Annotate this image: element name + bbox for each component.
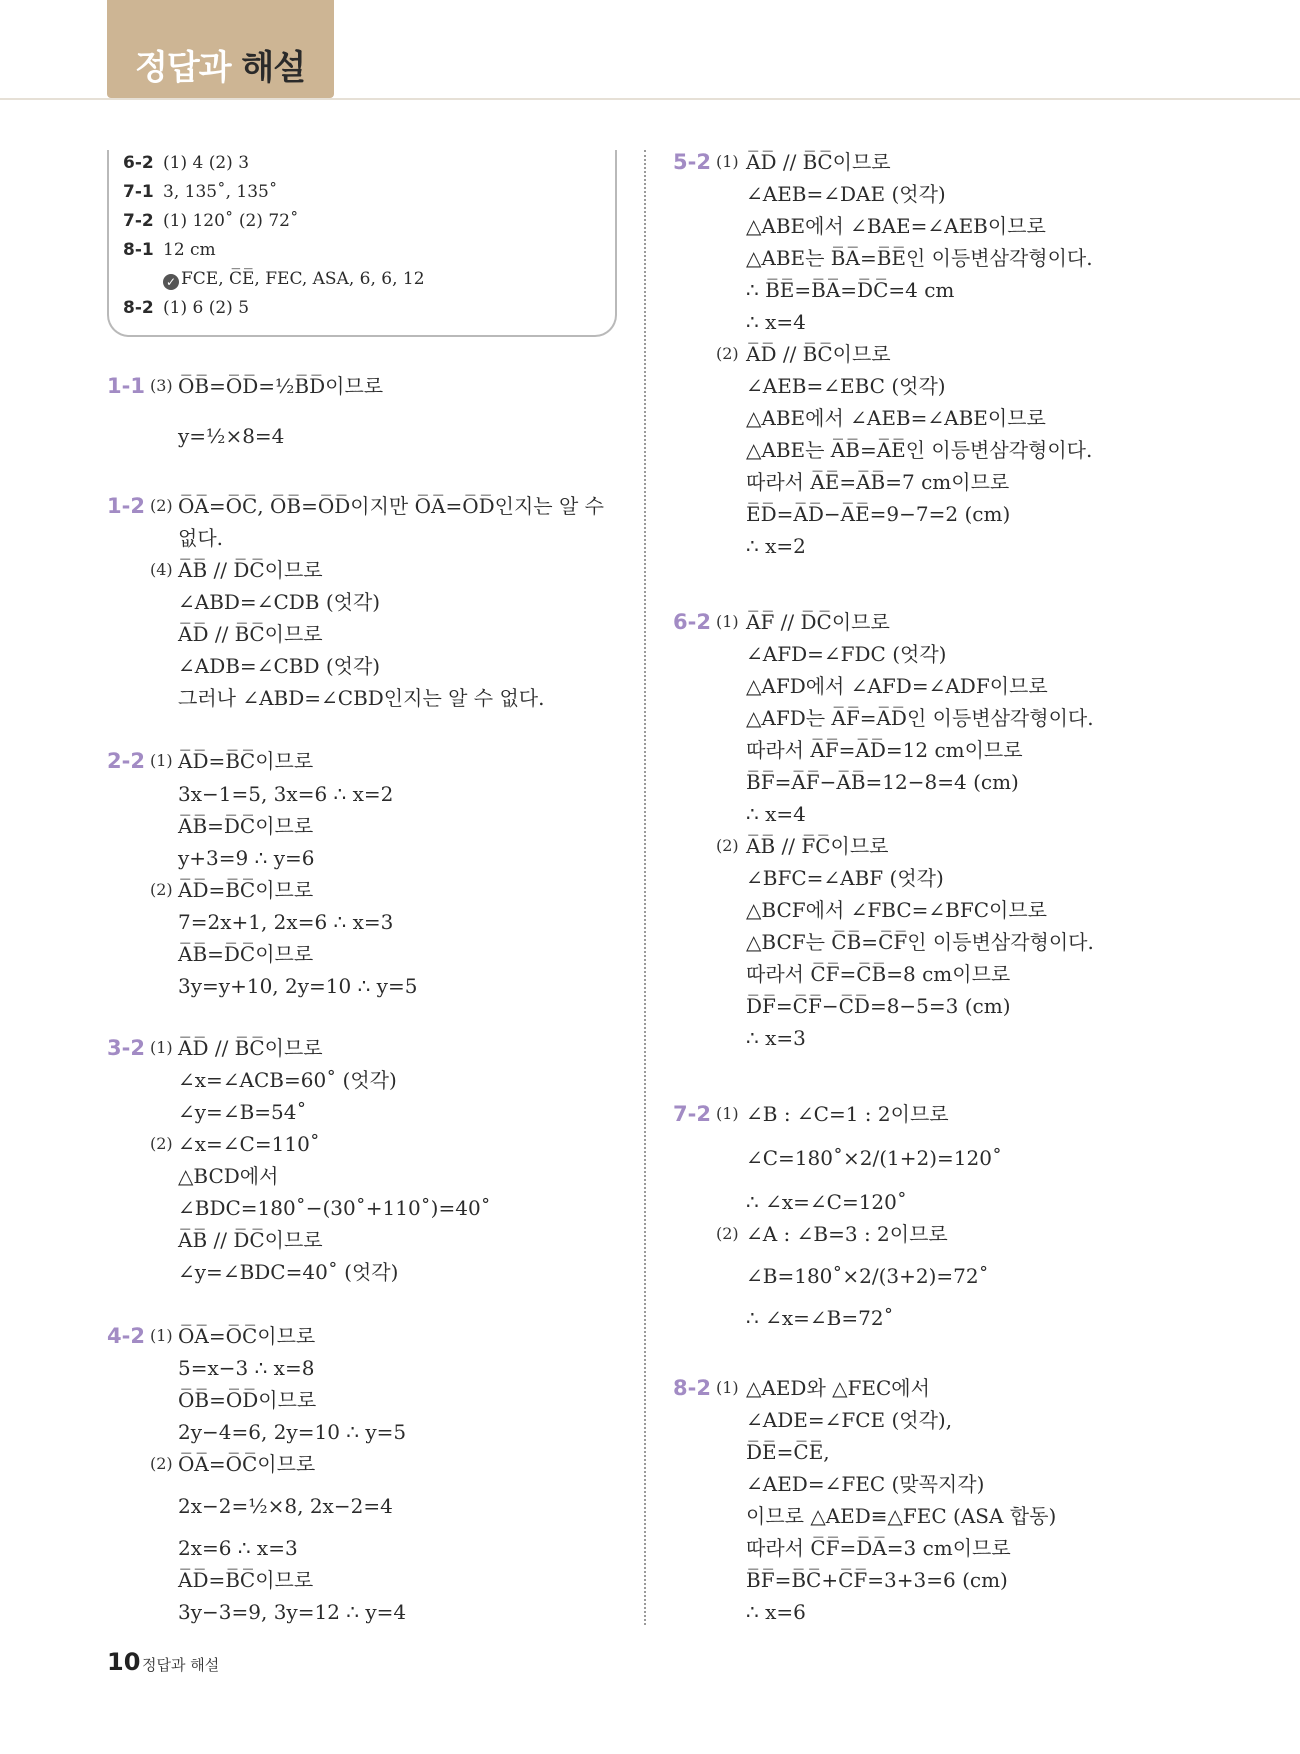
solution-line: ∠x=∠C=110˚ — [178, 1132, 320, 1156]
problem-id: 1-1 — [107, 374, 145, 398]
solution-line: ∴ x=4 — [746, 310, 806, 334]
solution-line: 3y−3=9, 3y=12 ∴ y=4 — [178, 1600, 407, 1624]
subpart-label: (1) — [716, 612, 739, 631]
solution-line: ∴ B̅E̅=B̅A̅=D̅C̅=4 cm — [746, 278, 955, 302]
page-number: 10 — [107, 1648, 141, 1676]
summary-line: 8-1 12 cm — [123, 240, 216, 260]
solution-line: ∴ x=6 — [746, 1600, 806, 1624]
summary-line: 7-1 3, 135˚, 135˚ — [123, 182, 278, 202]
subpart-label: (2) — [150, 1134, 173, 1153]
solution-line: 2x=6 ∴ x=3 — [178, 1536, 298, 1560]
column-divider — [644, 150, 646, 1625]
subpart-label: (2) — [150, 880, 173, 899]
solution-line: ∠AEB=∠DAE (엇각) — [746, 182, 946, 206]
solution-line: ∠x=∠ACB=60˚ (엇각) — [178, 1068, 397, 1092]
subpart-label: (1) — [716, 1378, 739, 1397]
solution-line: ∠ABD=∠CDB (엇각) — [178, 590, 381, 614]
problem-id: 5-2 — [673, 150, 711, 174]
solution-line: 따라서 C̅F̅=C̅B̅=8 cm이므로 — [746, 962, 1011, 986]
solution-line: A̅F̅ // D̅C̅이므로 — [746, 610, 890, 634]
subpart-label: (2) — [150, 496, 173, 515]
summary-line: 7-2 (1) 120˚ (2) 72˚ — [123, 211, 299, 231]
problem-id: 2-2 — [107, 749, 145, 773]
solution-line: △ABE는 A̅B̅=A̅E̅인 이등변삼각형이다. — [746, 438, 1093, 462]
solution-line: △AED와 △FEC에서 — [746, 1376, 930, 1400]
solution-line: ∴ ∠x=∠B=72˚ — [746, 1306, 894, 1330]
solution-line: 5=x−3 ∴ x=8 — [178, 1356, 315, 1380]
subpart-label: (2) — [716, 836, 739, 855]
summary-line: 6-2 (1) 4 (2) 3 — [123, 153, 250, 173]
solution-line: y=½×8=4 — [178, 424, 285, 448]
solution-line: O̅B̅=O̅D̅=½B̅D̅이므로 — [178, 374, 384, 398]
solution-line: E̅D̅=A̅D̅−A̅E̅=9−7=2 (cm) — [746, 502, 1011, 526]
solution-line: 7=2x+1, 2x=6 ∴ x=3 — [178, 910, 394, 934]
solution-line: A̅D̅=B̅C̅이므로 — [178, 878, 314, 902]
problem-id: 3-2 — [107, 1036, 145, 1060]
solution-line: ∠ADB=∠CBD (엇각) — [178, 654, 381, 678]
solution-line: A̅D̅ // B̅C̅이므로 — [178, 1036, 323, 1060]
solution-line: ∴ x=2 — [746, 534, 806, 558]
solution-line: B̅F̅=A̅F̅−A̅B̅=12−8=4 (cm) — [746, 770, 1019, 794]
solution-line: A̅D̅=B̅C̅이므로 — [178, 1568, 314, 1592]
summary-line: ✓ FCE, C̅E̅, FEC, ASA, 6, 6, 12 — [123, 269, 425, 290]
solution-line: 2x−2=½×8, 2x−2=4 — [178, 1494, 393, 1518]
check-icon: ✓ — [163, 274, 179, 290]
solution-line: 따라서 A̅E̅=A̅B̅=7 cm이므로 — [746, 470, 1010, 494]
solution-line: A̅B̅ // D̅C̅이므로 — [178, 558, 323, 582]
solution-line: ∠y=∠BDC=40˚ (엇각) — [178, 1260, 399, 1284]
solution-line: △ABE에서 ∠BAE=∠AEB이므로 — [746, 214, 1046, 238]
solution-line: O̅A̅=O̅C̅이므로 — [178, 1324, 316, 1348]
solution-line: 따라서 A̅F̅=A̅D̅=12 cm이므로 — [746, 738, 1023, 762]
solution-line: ∠AFD=∠FDC (엇각) — [746, 642, 947, 666]
solution-line: D̅F̅=C̅F̅−C̅D̅=8−5=3 (cm) — [746, 994, 1011, 1018]
problem-id: 7-2 — [673, 1102, 711, 1126]
problem-id: 8-2 — [673, 1376, 711, 1400]
solution-line: ∴ x=3 — [746, 1026, 806, 1050]
solution-line: ∠BDC=180˚−(30˚+110˚)=40˚ — [178, 1196, 491, 1220]
solution-line: ∴ x=4 — [746, 802, 806, 826]
solution-line: △BCF에서 ∠FBC=∠BFC이므로 — [746, 898, 1047, 922]
page-title: 정답과 해설 — [135, 48, 306, 88]
subpart-label: (4) — [150, 560, 173, 579]
solution-line: ∠B=180˚×2/(3+2)=72˚ — [746, 1264, 989, 1288]
solution-line: △AFD에서 ∠AFD=∠ADF이므로 — [746, 674, 1048, 698]
solution-line: △BCD에서 — [178, 1164, 279, 1188]
solution-line: 3x−1=5, 3x=6 ∴ x=2 — [178, 782, 394, 806]
solution-line: D̅E̅=C̅E̅, — [746, 1440, 830, 1464]
solution-line: 2y−4=6, 2y=10 ∴ y=5 — [178, 1420, 407, 1444]
solution-line: O̅A̅=O̅C̅, O̅B̅=O̅D̅이지만 O̅A̅=O̅D̅인지는 알 수 — [178, 494, 604, 518]
solution-line: ∠AEB=∠EBC (엇각) — [746, 374, 946, 398]
solution-line: A̅D̅ // B̅C̅이므로 — [178, 622, 323, 646]
subpart-label: (2) — [716, 1224, 739, 1243]
subpart-label: (1) — [716, 152, 739, 171]
subpart-label: (2) — [150, 1454, 173, 1473]
solution-line: A̅B̅=D̅C̅이므로 — [178, 942, 314, 966]
subpart-label: (1) — [150, 751, 173, 770]
solution-line: ∠AED=∠FEC (맞꼭지각) — [746, 1472, 985, 1496]
solution-line: ∠BFC=∠ABF (엇각) — [746, 866, 944, 890]
solution-line: △ABE에서 ∠AEB=∠ABE이므로 — [746, 406, 1046, 430]
solution-line: ∠C=180˚×2/(1+2)=120˚ — [746, 1146, 1002, 1170]
problem-id: 6-2 — [673, 610, 711, 634]
solution-line: ∠A : ∠B=3 : 2이므로 — [746, 1222, 948, 1246]
solution-line: A̅B̅ // D̅C̅이므로 — [178, 1228, 323, 1252]
problem-id: 4-2 — [107, 1324, 145, 1348]
subpart-label: (1) — [150, 1038, 173, 1057]
subpart-label: (3) — [150, 376, 173, 395]
solution-line: A̅D̅ // B̅C̅이므로 — [746, 150, 891, 174]
solution-line: △ABE는 B̅A̅=B̅E̅인 이등변삼각형이다. — [746, 246, 1093, 270]
solution-line: O̅A̅=O̅C̅이므로 — [178, 1452, 316, 1476]
solution-line: A̅D̅ // B̅C̅이므로 — [746, 342, 891, 366]
solution-line: B̅F̅=B̅C̅+C̅F̅=3+3=6 (cm) — [746, 1568, 1008, 1592]
solution-line: O̅B̅=O̅D̅이므로 — [178, 1388, 317, 1412]
solution-line: ∠y=∠B=54˚ — [178, 1100, 307, 1124]
solution-line: 이므로 △AED≡△FEC (ASA 합동) — [746, 1504, 1057, 1528]
subpart-label: (1) — [150, 1326, 173, 1345]
footer-label: 정답과 해설 — [142, 1656, 220, 1674]
solution-line: 3y=y+10, 2y=10 ∴ y=5 — [178, 974, 418, 998]
solution-line: 따라서 C̅F̅=D̅A̅=3 cm이므로 — [746, 1536, 1011, 1560]
solution-line: A̅B̅ // F̅C̅이므로 — [746, 834, 889, 858]
solution-line: A̅B̅=D̅C̅이므로 — [178, 814, 314, 838]
solution-line: ∠B : ∠C=1 : 2이므로 — [746, 1102, 949, 1126]
solution-line: ∠ADE=∠FCE (엇각), — [746, 1408, 953, 1432]
solution-line: △BCF는 C̅B̅=C̅F̅인 이등변삼각형이다. — [746, 930, 1094, 954]
summary-line: 8-2 (1) 6 (2) 5 — [123, 298, 250, 318]
solution-line: △AFD는 A̅F̅=A̅D̅인 이등변삼각형이다. — [746, 706, 1094, 730]
header-rule — [0, 98, 1300, 100]
solution-line: 없다. — [178, 526, 223, 550]
subpart-label: (2) — [716, 344, 739, 363]
solution-line: ∴ ∠x=∠C=120˚ — [746, 1190, 907, 1214]
solution-line: A̅D̅=B̅C̅이므로 — [178, 749, 314, 773]
subpart-label: (1) — [716, 1104, 739, 1123]
problem-id: 1-2 — [107, 494, 145, 518]
solution-line: 그러나 ∠ABD=∠CBD인지는 알 수 없다. — [178, 686, 545, 710]
solution-line: y+3=9 ∴ y=6 — [178, 846, 315, 870]
